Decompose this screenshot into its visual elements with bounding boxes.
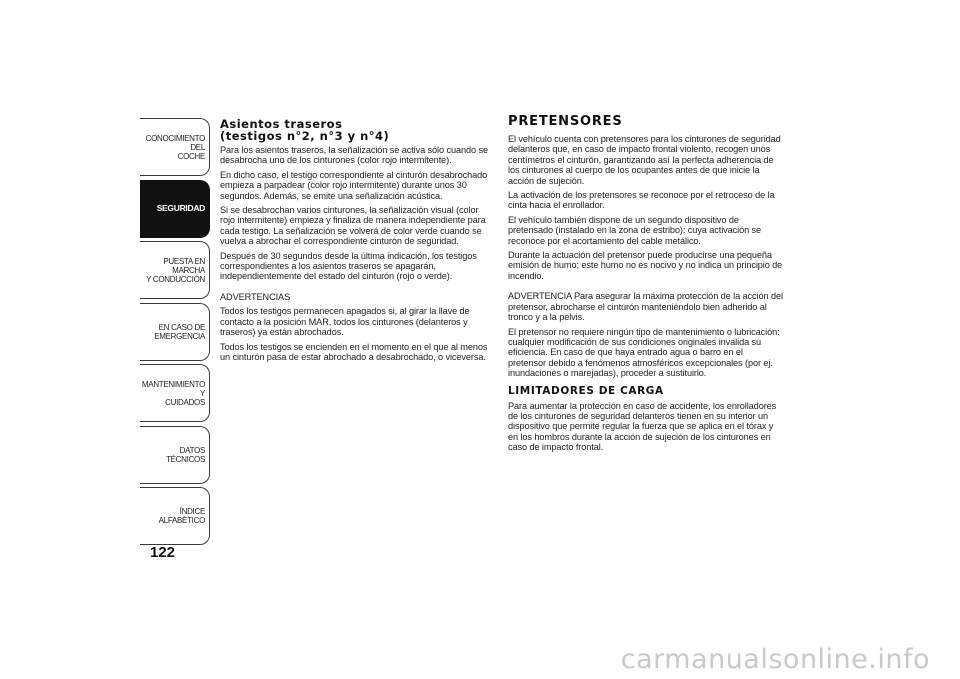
paragraph: Si se desabrochan varios cinturones, la señalización visual (color rojo intermitente) empieza y finaliza de manera independiente para cada testigo. La señalización se volverá de color verde cuando se vuelva a abrochar el correspondiente cinturón de seguridad. <box>220 205 486 247</box>
section-heading-limitadores: LIMITADORES DE CARGA <box>508 384 664 397</box>
heading-line: Asientos traseros <box>220 117 343 131</box>
tab-seguridad[interactable] <box>140 180 210 238</box>
tab-conocimiento-del-coche[interactable] <box>140 118 210 176</box>
right-column <box>508 114 783 457</box>
watermark: carmanualsonline.info <box>620 644 930 675</box>
warning-paragraph: ADVERTENCIA Para asegurar la máxima protección de la acción del pretensor, abrocharse el cinturón manteniéndolo bien adherido al tronco y a la pelvis. <box>508 291 783 323</box>
warning-title: ADVERTENCIAS <box>220 291 291 302</box>
paragraph: Durante la actuación del pretensor puede producirse una pequeña emisión de humo; este humo no es nocivo y no indica un principio de incendio. <box>508 250 783 281</box>
page-number: 122 <box>150 544 176 561</box>
warning-paragraph: El pretensor no requiere ningún tipo de mantenimiento o lubricación: cualquier modificación de sus condiciones originales invalida su eficiencia. En caso de que haya entrado agua o barro en el pretensor debido a fenómenos atmosféricos excepcionales (por ej. inundaciones o marejadas), proceder a sustituirlo. <box>508 326 780 379</box>
tab-label: DATOS TÉCNICOS <box>166 445 205 464</box>
paragraph: El vehículo cuenta con pretensores para los cinturones de seguridad delanteros que, en caso de impacto frontal violento, recogen unos centímetros el cinturón, garantizando así la perfecta adherencia de los cinturones al cuerpo de los ocupantes antes de que inicie la acción de sujeción. <box>508 134 781 186</box>
paragraph: En dicho caso, el testigo correspondiente al cinturón desabrochado empieza a parpadear (color rojo intermitente) durante unos 30 segundos. Además, se emite una señalización acústica. <box>220 169 488 201</box>
left-column <box>220 118 490 366</box>
paragraph: El vehículo también dispone de un segundo dispositivo de pretensado (instalado en la zona de estribo): cuya activación se reconoce por el acortamiento del cable metálico. <box>508 214 762 246</box>
tab-indice-alfabetico[interactable] <box>140 487 210 545</box>
tab-label: ÍNDICE ALFABÉTICO <box>158 507 205 525</box>
heading-line: (testigos n°2, n°3 y n°4) <box>220 129 390 143</box>
chapter-sidebar <box>140 118 210 549</box>
tab-label: SEGURIDAD <box>156 203 205 213</box>
paragraph: Para los asientos traseros, la señalización se activa sólo cuando se desabrocha uno de los cinturones (color rojo intermitente). <box>220 145 488 166</box>
paragraph: La activación de los pretensores se reconoce por el retroceso de la cinta hacia el enrollador. <box>508 190 775 211</box>
tab-label: CONOCIMIENTO DEL COCHE <box>145 133 205 161</box>
paragraph: Para aumentar la protección en caso de accidente, los enrolladores de los cinturones de seguridad delanteros tienen en su interior un dispositivo que permite regular la fuerza que se aplica en el tórax y en los hombros durante la acción de sujeción de los cinturones en caso de impacto frontal. <box>508 400 777 453</box>
tab-label: EN CASO DE EMERGENCIA <box>154 322 205 341</box>
tab-mantenimiento[interactable] <box>140 364 210 422</box>
section-heading-rear-seats <box>220 118 490 142</box>
warning-paragraph: Todos los testigos permanecen apagados si, al girar la llave de contacto a la posición MAR, todos los cinturones (delanteros y traseros) ya están abrochados. <box>220 306 470 338</box>
warning-paragraph: Todos los testigos se encienden en el momento en el que al menos un cinturón pasa de estar abrochado a desabrochado, o viceversa. <box>220 341 488 362</box>
tab-en-caso-de-emergencia[interactable] <box>140 303 210 361</box>
tab-datos-tecnicos[interactable] <box>140 426 210 484</box>
tab-puesta-en-marcha[interactable] <box>140 241 210 299</box>
section-heading-pretensores: PRETENSORES <box>508 114 623 129</box>
tab-label: PUESTA EN MARCHA Y CONDUCCIÓN <box>146 256 205 284</box>
tab-label: MANTENIMIENTO Y CUIDADOS <box>141 379 205 407</box>
paragraph: Después de 30 segundos desde la última indicación, los testigos correspondientes a los asientos traseros se apagarán, independientemente del estado del cinturón (rojo o verde). <box>220 250 477 282</box>
